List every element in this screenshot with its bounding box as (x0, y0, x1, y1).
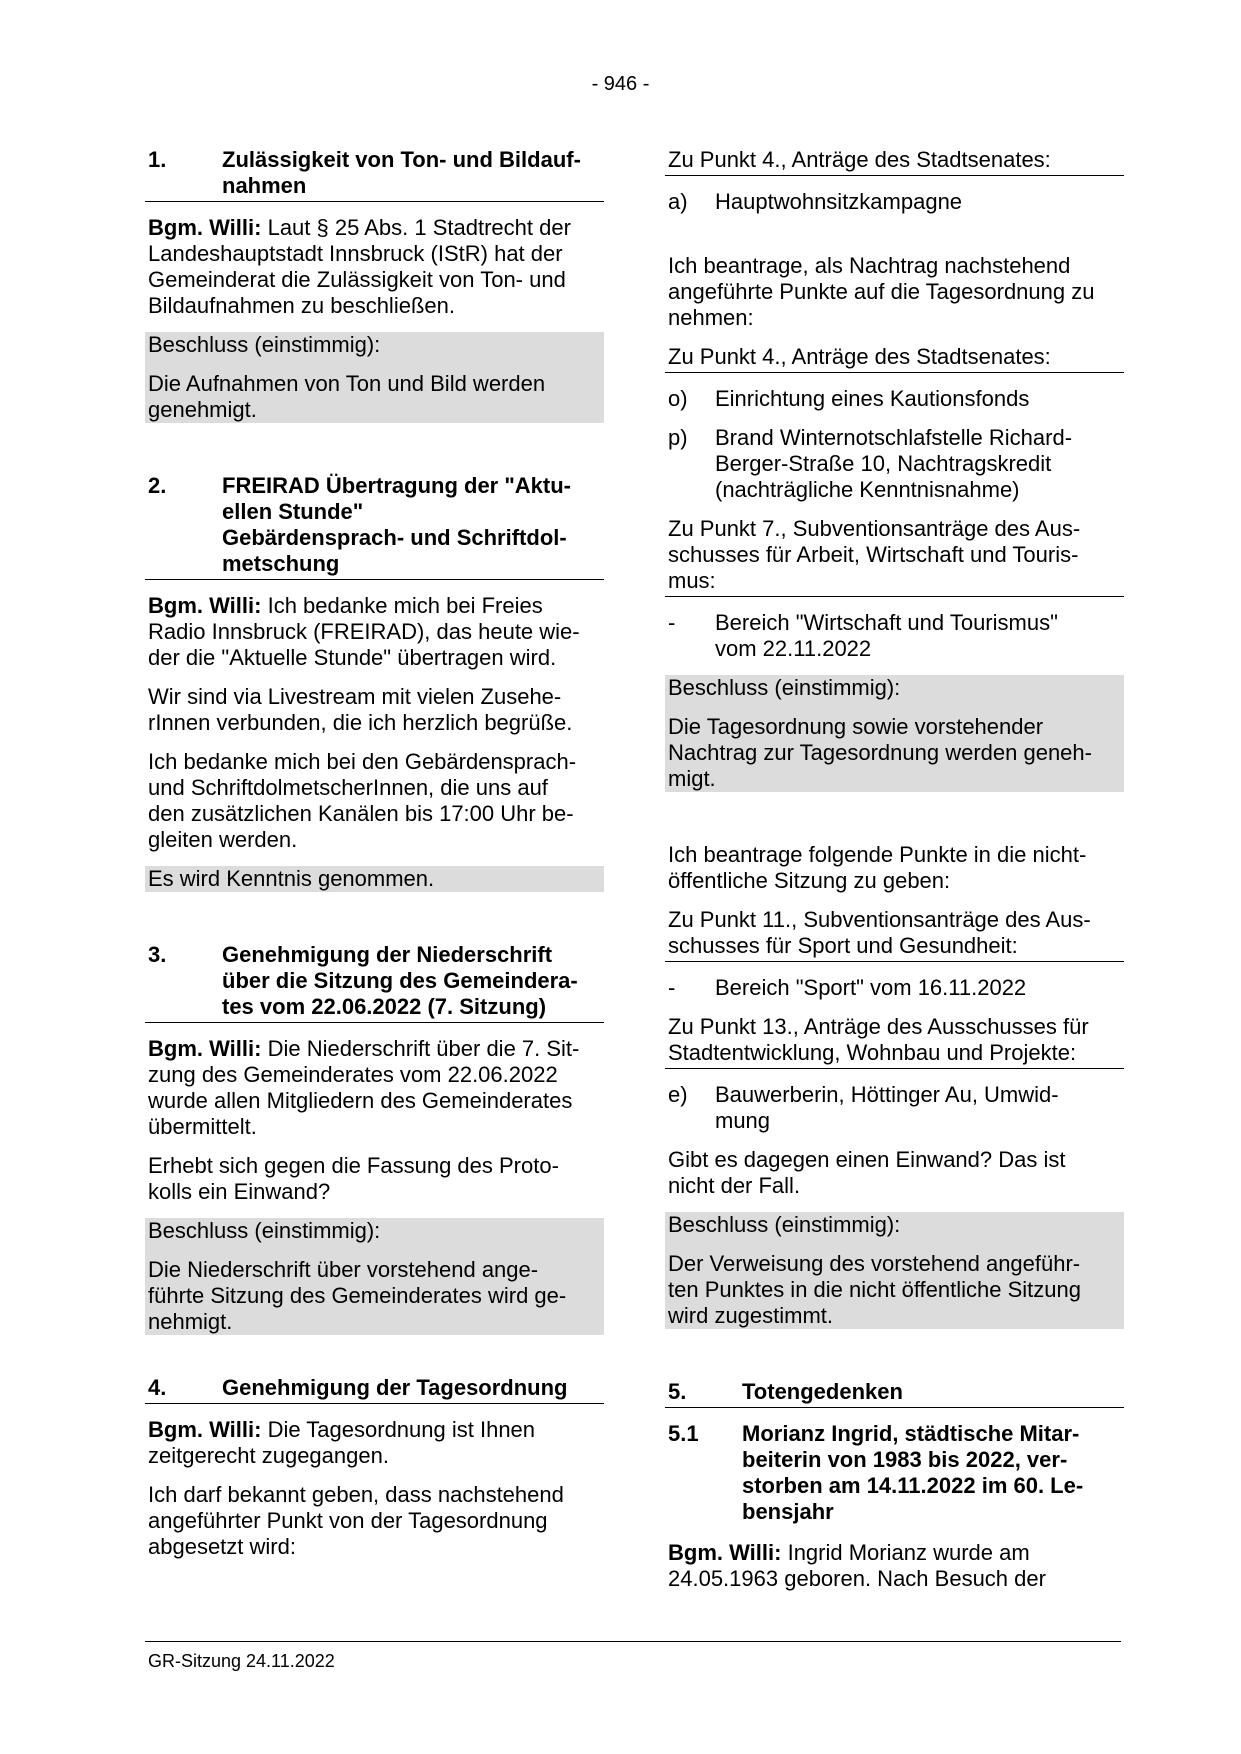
agenda-subheading: Zu Punkt 11., Subventionsanträge des Aus- schusses für Sport und Gesundheit: (665, 907, 1124, 962)
section-3-title: Genehmigung der Niederschrift über die Sitzung des Gemeindera- tes vom 22.06.2022 (7. Sitzung) (222, 942, 578, 1019)
section-5-1-title: Morianz Ingrid, städtische Mitar- beiterin von 1983 bis 2022, ver- storben am 14.11.2022 im 60. Le- bensjahr (742, 1421, 1084, 1524)
section-3-paragraph: Erhebt sich gegen die Fassung des Proto- kolls ein Einwand? (148, 1153, 559, 1204)
section-3-heading (145, 942, 604, 1023)
resolution-text: Die Niederschrift über vorstehend ange- führte Sitzung des Gemeinderates wird ge- nehmigt. (148, 1257, 567, 1334)
section-1-resolution-box (145, 332, 604, 423)
nonpublic-paragraph: Ich beantrage folgende Punkte in die nicht- öffentliche Sitzung zu geben: (668, 842, 1087, 893)
item-marker: a) (668, 189, 688, 214)
section-3-resolution-box (145, 1218, 604, 1335)
addendum-paragraph: Ich beantrage, als Nachtrag nachstehend angeführte Punkte auf die Tagesordnung zu nehmen: (668, 253, 1095, 330)
agenda-item (665, 189, 1124, 215)
agenda-item (665, 975, 1124, 1001)
item-text: Hauptwohnsitzkampagne (715, 189, 963, 214)
agenda-item (665, 1082, 1124, 1134)
section-3-statement: Bgm. Willi: Die Niederschrift über die 7. Sit- zung des Gemeinderates vom 22.06.2022 wurde allen Mitgliedern des Gemeinderates übermittelt. (148, 1036, 580, 1139)
resolution-text: Die Tagesordnung sowie vorstehender Nachtrag zur Tagesordnung werden geneh- migt. (668, 714, 1092, 791)
section-2-number: 2. (148, 473, 167, 498)
objection-paragraph: Gibt es dagegen einen Einwand? Das ist nicht der Fall. (668, 1147, 1066, 1198)
section-5-title: Totengedenken (742, 1379, 903, 1404)
item-marker: o) (668, 386, 688, 411)
section-4-heading (145, 1375, 604, 1404)
section-4-statement: Bgm. Willi: Die Tagesordnung ist Ihnen zeitgerecht zugegangen. (148, 1417, 536, 1468)
item-marker: e) (668, 1082, 688, 1107)
section-5-statement: Bgm. Willi: Ingrid Morianz wurde am 24.05.1963 geboren. Nach Besuch der (668, 1540, 1046, 1591)
section-4-title: Genehmigung der Tagesordnung (222, 1375, 568, 1400)
item-text: Einrichtung eines Kautionsfonds (715, 386, 1030, 411)
agenda-resolution-box (665, 675, 1124, 792)
item-marker: - (668, 610, 676, 635)
section-4-paragraph: Ich darf bekannt geben, dass nachstehend angeführter Punkt von der Tagesordnung abgesetzt wird: (148, 1482, 564, 1559)
section-3-number: 3. (148, 942, 167, 967)
section-1-number: 1. (148, 147, 167, 172)
agenda-item (665, 386, 1124, 412)
item-text: Bereich "Wirtschaft und Tourismus" vom 22.11.2022 (715, 610, 1058, 661)
section-1-statement: Bgm. Willi: Laut § 25 Abs. 1 Stadtrecht der Landeshauptstadt Innsbruck (IStR) hat der Gemeinderat die Zulässigkeit von Ton- und Bildaufnahmen zu beschließen. (148, 215, 571, 318)
page-footer: GR-Sitzung 24.11.2022 (145, 1641, 1121, 1672)
nonpublic-resolution-box (665, 1212, 1124, 1329)
section-2-note-box (145, 866, 604, 892)
section-5-heading (665, 1379, 1124, 1408)
section-1-heading (145, 147, 604, 202)
section-2-paragraph: Wir sind via Livestream mit vielen Zusehe- rInnen verbunden, die ich herzlich begrüße. (148, 684, 573, 735)
resolution-text: Der Verweisung des vorstehend angeführ- ten Punktes in die nicht öffentliche Sitzung wird zugestimmt. (668, 1251, 1081, 1328)
speaker-label: Bgm. Willi: (148, 1417, 262, 1442)
agenda-subheading: Zu Punkt 4., Anträge des Stadtsenates: (665, 147, 1124, 176)
agenda-item (665, 425, 1124, 503)
section-2-paragraph: Ich bedanke mich bei den Gebärdensprach- und SchriftdolmetscherInnen, die uns auf den zusätzlichen Kanälen bis 17:00 Uhr be- gleiten werden. (148, 749, 577, 852)
item-marker: p) (668, 425, 688, 450)
resolution-label: Beschluss (einstimmig): (668, 1212, 901, 1237)
section-2-title: FREIRAD Übertragung der "Aktu- ellen Stunde" Gebärdensprach- und Schriftdol- metschung (222, 473, 571, 576)
item-marker: - (668, 975, 676, 1000)
speaker-label: Bgm. Willi: (148, 215, 262, 240)
section-5-1-number: 5.1 (668, 1421, 699, 1446)
item-text: Bauwerberin, Höttinger Au, Umwid- mung (715, 1082, 1059, 1133)
agenda-subheading: Zu Punkt 7., Subventionsanträge des Aus- schusses für Arbeit, Wirtschaft und Touris- mus: (665, 516, 1124, 597)
speaker-label: Bgm. Willi: (668, 1540, 782, 1565)
agenda-item (665, 610, 1124, 662)
resolution-label: Beschluss (einstimmig): (148, 1218, 381, 1243)
note-text: Es wird Kenntnis genommen. (148, 866, 435, 891)
agenda-subheading: Zu Punkt 13., Anträge des Ausschusses für Stadtentwicklung, Wohnbau und Projekte: (665, 1014, 1124, 1069)
page-number: - 946 - (591, 73, 650, 95)
item-text: Bereich "Sport" vom 16.11.2022 (715, 975, 1027, 1000)
section-5-number: 5. (668, 1379, 687, 1404)
resolution-text: Die Aufnahmen von Ton und Bild werden genehmigt. (148, 371, 546, 422)
section-1-title: Zulässigkeit von Ton- und Bildauf- nahmen (222, 147, 581, 198)
resolution-label: Beschluss (einstimmig): (668, 675, 901, 700)
section-5-1-heading (665, 1421, 1124, 1527)
item-text: Brand Winternotschlafstelle Richard- Berger-Straße 10, Nachtragskredit (nachträgliche Kenntnisnahme) (715, 425, 1073, 502)
left-column (145, 147, 604, 1560)
right-column (665, 147, 1124, 1592)
agenda-subheading: Zu Punkt 4., Anträge des Stadtsenates: (665, 344, 1124, 373)
section-2-statement: Bgm. Willi: Ich bedanke mich bei Freies Radio Innsbruck (FREIRAD), das heute wie- der die "Aktuelle Stunde" übertragen wird. (148, 593, 580, 670)
section-2-heading (145, 473, 604, 580)
resolution-label: Beschluss (einstimmig): (148, 332, 381, 357)
section-4-number: 4. (148, 1375, 167, 1400)
speaker-label: Bgm. Willi: (148, 593, 262, 618)
speaker-label: Bgm. Willi: (148, 1036, 262, 1061)
